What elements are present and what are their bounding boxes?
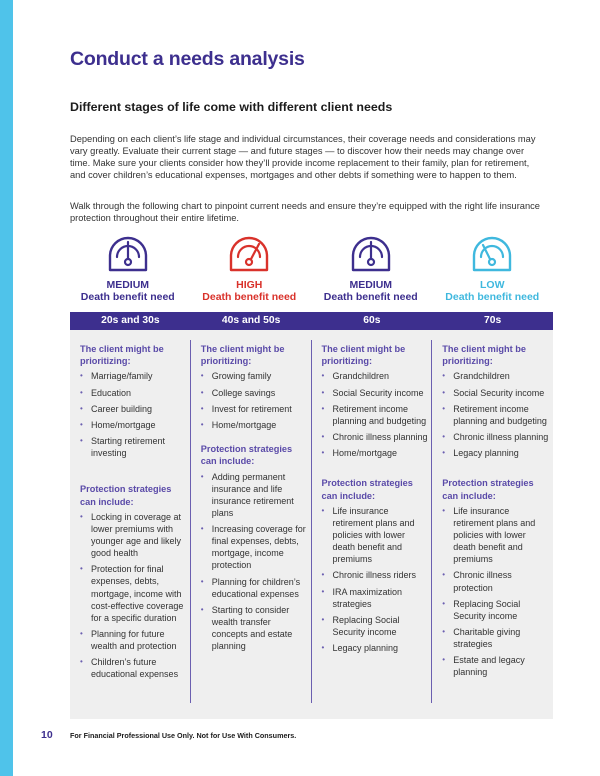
list-item: • Life insurance retirement plans and policies with lower death benefit and premiums [442, 505, 549, 565]
list-item: • Marriage/family [80, 370, 187, 382]
list-item: • Chronic illness protection [442, 569, 549, 593]
gauge-stage-1 [67, 232, 189, 308]
list-item: • IRA maximization strategies [322, 586, 429, 610]
gauge-stage-4 [432, 232, 554, 308]
age-header-40s-50s: 40s and 50s [221, 315, 281, 326]
priorities-heading: The client might be prioritizing: [200, 344, 285, 367]
list-item: • Replacing Social Security income [322, 614, 429, 638]
strategies-heading: Protection strategies can include: [80, 484, 172, 507]
priorities-heading: The client might be prioritizing: [80, 344, 164, 367]
list-item: • Retirement income planning and budgeting [322, 403, 429, 427]
list-item: • Replacing Social Security income [442, 598, 549, 622]
list-item: • Career building [80, 403, 187, 415]
age-header-20s-30s: 20s and 30s [101, 315, 160, 326]
chart-intro-paragraph: Walk through the following chart to pinpoint current needs and ensure they’re equipped with the right life insurance protection throughout their entire lifetime. [70, 201, 540, 224]
list-item: • Grandchildren [322, 370, 429, 382]
list-item: • Protection for final expenses, debts, mortgage, income with cost-effective coverage for a specific duration [80, 563, 187, 623]
need-level: HIGH [236, 279, 263, 291]
gauge-high-icon [226, 232, 272, 274]
gauge-medium-icon [105, 232, 151, 274]
need-label: Death benefit need [80, 291, 175, 303]
stage-column-40s-50s [191, 330, 312, 719]
list-item: • Home/mortgage [80, 419, 187, 431]
stage-column-70s [432, 330, 553, 719]
list-item: • Grandchildren [442, 370, 549, 382]
need-level: LOW [480, 279, 505, 291]
strategies-heading: Protection strategies can include: [442, 478, 534, 501]
list-item: • Growing family [201, 370, 308, 382]
page-number: 10 [41, 729, 53, 741]
page-subtitle: Different stages of life come with different client needs [70, 100, 393, 114]
list-item: • Retirement income planning and budgeting [442, 403, 549, 427]
strategies-heading: Protection strategies can include: [200, 444, 293, 467]
list-item: • Home/mortgage [201, 419, 308, 431]
list-item: • Home/mortgage [322, 447, 429, 459]
list-item: • Chronic illness planning [322, 431, 429, 443]
need-label: Death benefit need [202, 291, 297, 303]
stage-column-60s [312, 330, 433, 719]
list-item: • Planning for children’s educational expenses [201, 576, 308, 600]
priorities-heading: The client might be prioritizing: [442, 344, 526, 367]
gauge-stage-2 [189, 232, 311, 308]
list-item: • Increasing coverage for final expenses, debts, mortgage, income protection [201, 523, 308, 571]
list-item: • Starting retirement investing [80, 435, 187, 459]
intro-paragraph: Depending on each client’s life stage and individual circumstances, their coverage needs and considerations may vary greatly. Evaluate their current stage — and future stages — to discover how their needs may change over time. Make sure your clients consider how they’ll provide income replacement to their family, plan for retirement, and cover children’s educational expenses, mortgages and other debts if something were to happen to them. [70, 134, 536, 181]
strategies-list [322, 505, 429, 654]
priorities-list [201, 370, 308, 431]
priorities-heading: The client might be prioritizing: [321, 344, 406, 367]
priorities-list [322, 370, 429, 459]
need-level: MEDIUM [106, 279, 150, 291]
age-header-bar [70, 312, 553, 330]
strategies-heading: Protection strategies can include: [321, 478, 413, 501]
list-item: • Children’s future educational expenses [80, 656, 187, 680]
strategies-list [442, 505, 549, 679]
age-header-60s: 60s [363, 315, 381, 326]
priorities-list [80, 370, 187, 459]
list-item: • Planning for future wealth and protection [80, 628, 187, 652]
list-item: • Chronic illness planning [442, 431, 549, 443]
need-level: MEDIUM [349, 279, 393, 291]
gauge-medium-icon [348, 232, 394, 274]
gauge-stage-3 [310, 232, 432, 308]
life-stage-table [70, 330, 553, 719]
need-label: Death benefit need [323, 291, 418, 303]
list-item: • Life insurance retirement plans and policies with lower death benefit and premiums [322, 505, 429, 565]
list-item: • College savings [201, 387, 308, 399]
list-item: • Social Security income [322, 387, 429, 399]
gauge-row [67, 232, 553, 308]
list-item: • Locking in coverage at lower premiums with younger age and likely good health [80, 511, 187, 559]
list-item: • Charitable giving strategies [442, 626, 549, 650]
list-item: • Adding permanent insurance and life insurance retirement plans [201, 471, 308, 519]
footer-disclaimer: For Financial Professional Use Only. Not for Use With Consumers. [70, 731, 297, 740]
list-item: • Starting to consider wealth transfer concepts and estate planning [201, 604, 308, 652]
list-item: • Education [80, 387, 187, 399]
need-label: Death benefit need [445, 291, 540, 303]
list-item: • Chronic illness riders [322, 569, 429, 581]
strategies-list [80, 511, 187, 681]
list-item: • Estate and legacy planning [442, 654, 549, 678]
page-title: Conduct a needs analysis [70, 48, 305, 70]
gauge-low-icon [469, 232, 515, 274]
strategies-list [201, 471, 308, 653]
list-item: • Invest for retirement [201, 403, 308, 415]
stage-column-20s-30s [70, 330, 191, 719]
priorities-list [442, 370, 549, 459]
list-item: • Legacy planning [442, 447, 549, 459]
age-header-70s: 70s [484, 315, 502, 326]
list-item: • Legacy planning [322, 642, 429, 654]
side-accent-bar [0, 0, 13, 776]
list-item: • Social Security income [442, 387, 549, 399]
